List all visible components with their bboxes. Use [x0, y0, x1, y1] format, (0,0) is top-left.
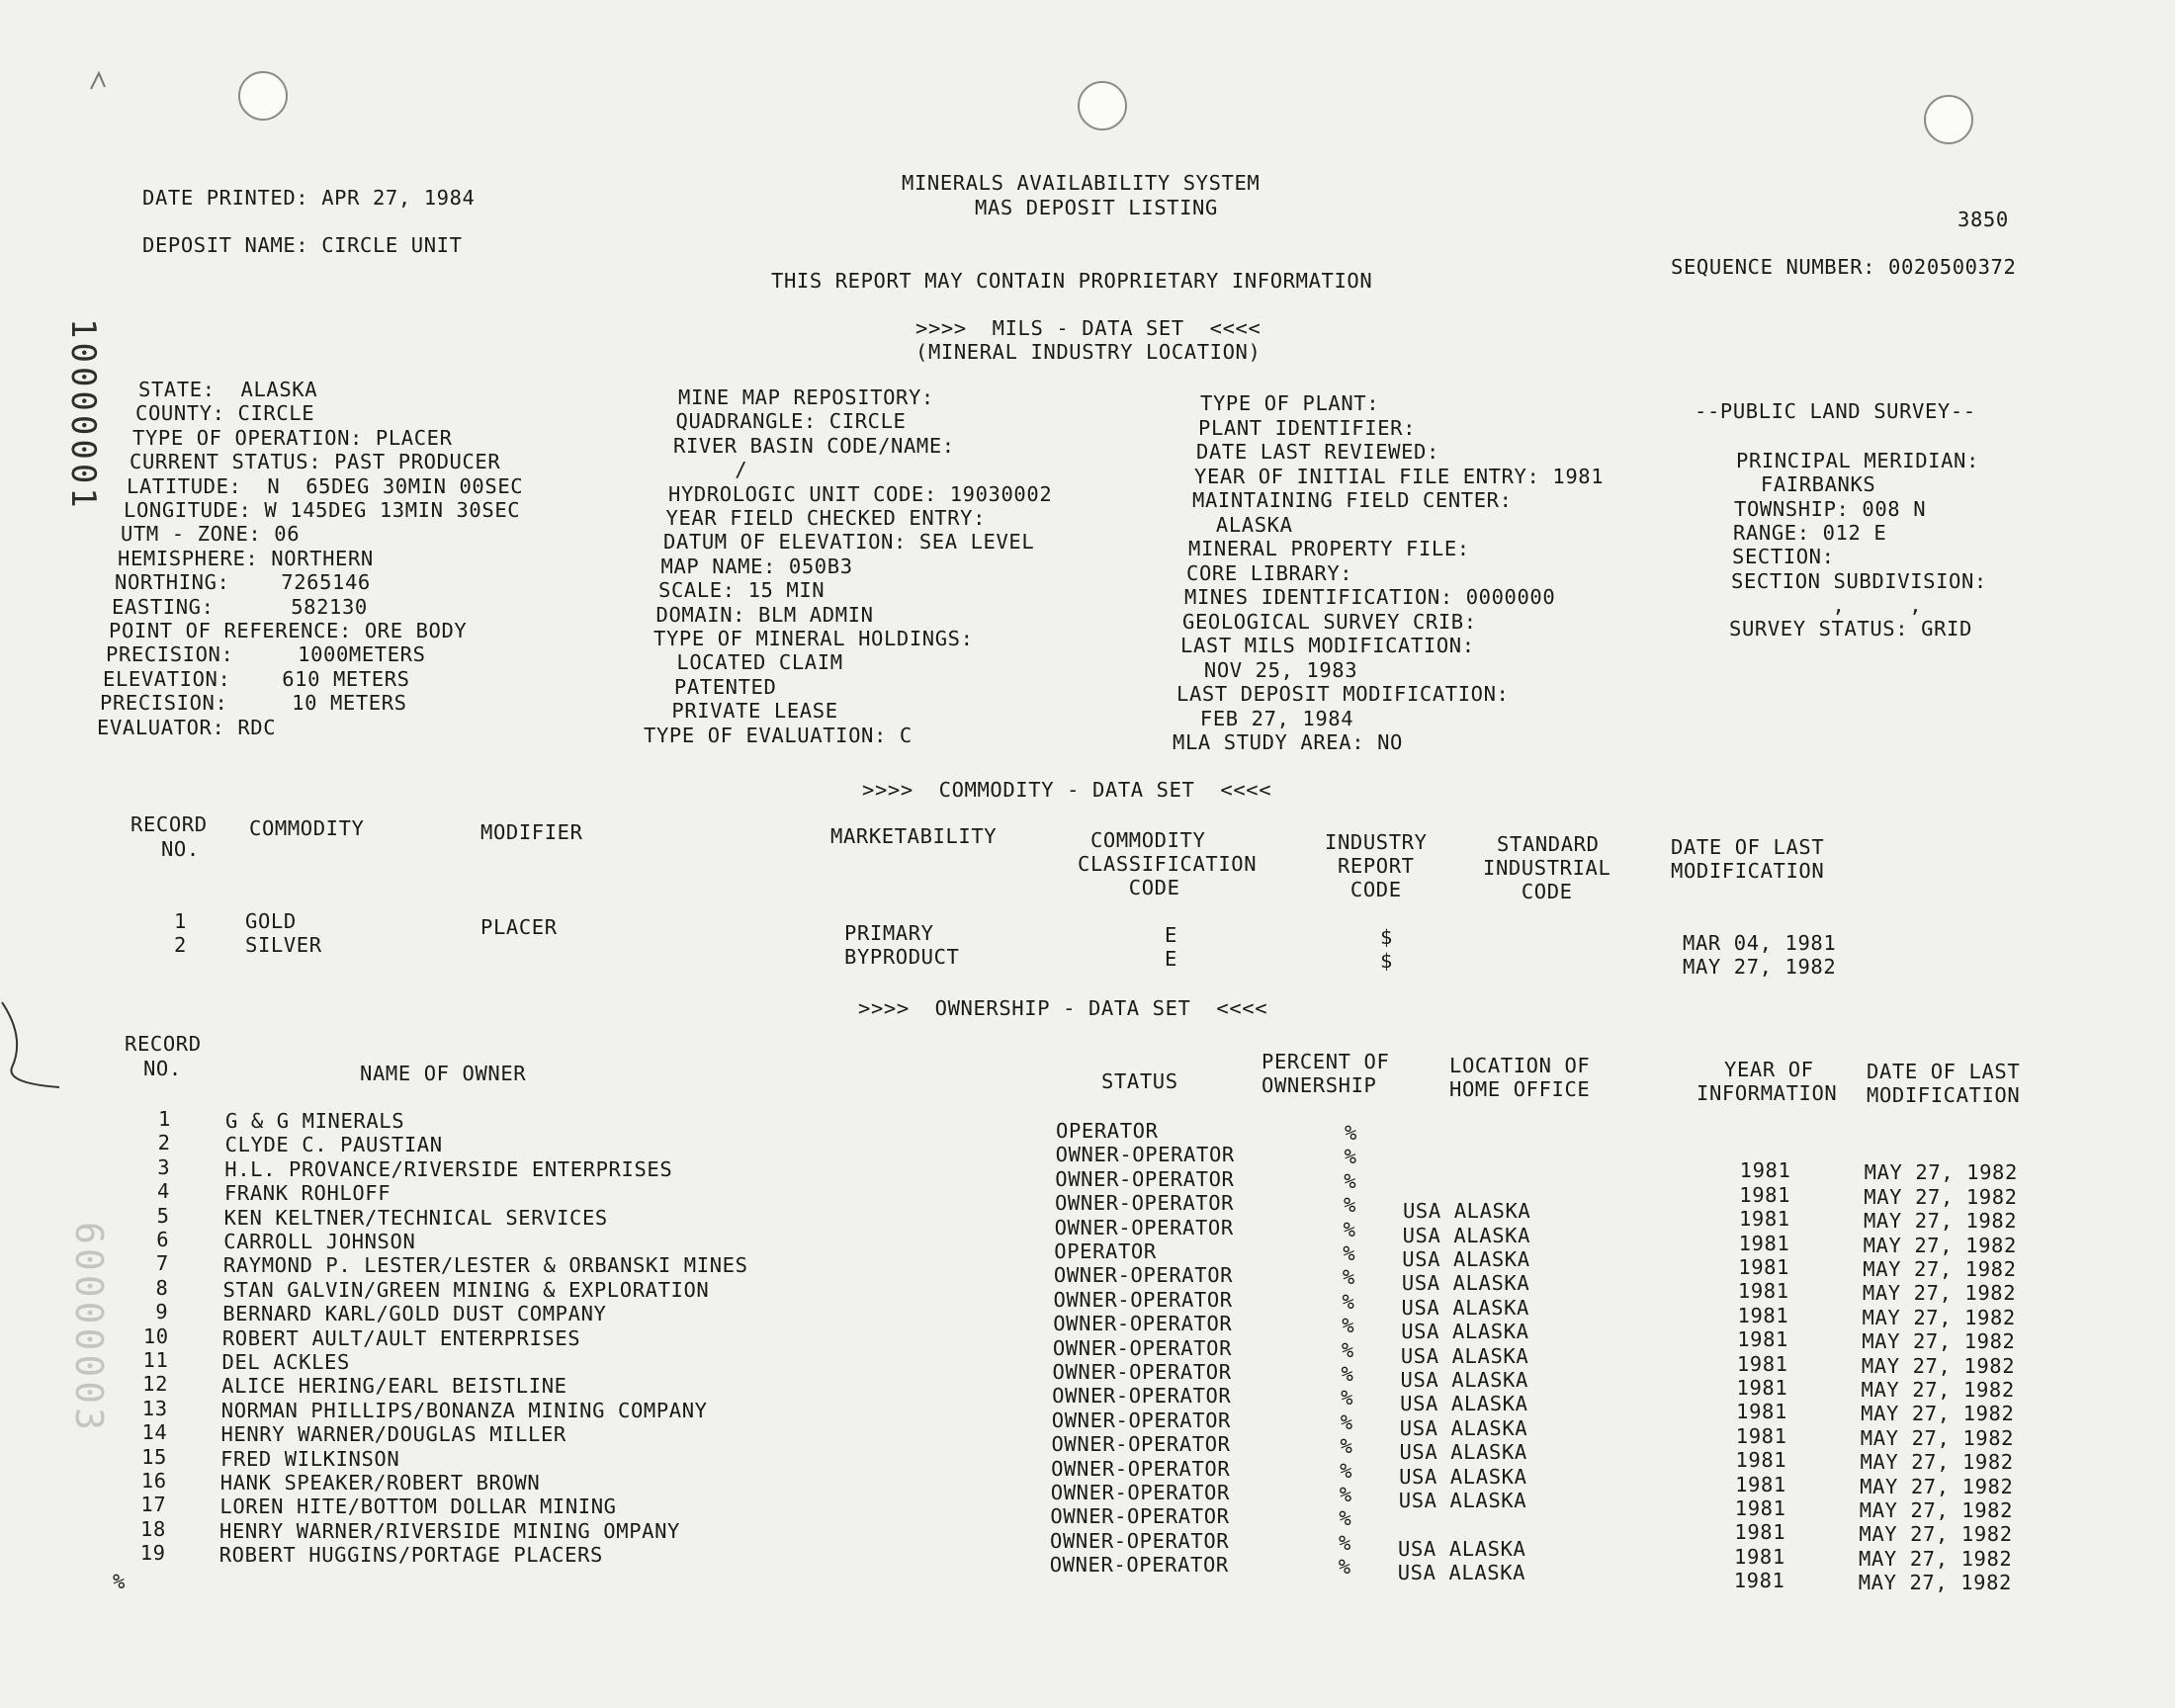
- footer-percent-mark: %: [113, 1570, 126, 1593]
- mils-field-line: YEAR OF INITIAL FILE ENTRY: 1981: [1194, 464, 1605, 488]
- owner-record-no: 3: [157, 1154, 171, 1179]
- owner-status: OWNER-OPERATOR: [1050, 1528, 1230, 1553]
- owner-last-modified: MAY 27, 1982: [1860, 1425, 2015, 1450]
- owner-home-office: USA ALASKA: [1402, 1223, 1531, 1247]
- mils-field-line: HYDROLOGIC UNIT CODE: 19030002: [668, 481, 1053, 506]
- mils-field-line: PATENTED: [649, 674, 777, 699]
- owner-percent: %: [1339, 1506, 1352, 1531]
- owner-home-office: USA ALASKA: [1400, 1343, 1529, 1368]
- owner-year: 1981: [1736, 1351, 1788, 1376]
- owner-status: OWNER-OPERATOR: [1051, 1456, 1231, 1481]
- ownership-header-pct-1: PERCENT OF: [1262, 1050, 1390, 1073]
- owner-name: HENRY WARNER/RIVERSIDE MINING OMPANY: [219, 1518, 680, 1543]
- owner-status: OWNER-OPERATOR: [1050, 1504, 1230, 1529]
- owner-year: 1981: [1735, 1448, 1787, 1473]
- owner-year: 1981: [1738, 1207, 1790, 1232]
- commodity-record-no: 1: [174, 909, 187, 933]
- commodity-header-record: RECORD: [130, 812, 208, 836]
- commodity-header-sic-3: CODE: [1483, 880, 1573, 903]
- owner-percent: %: [1341, 1386, 1354, 1410]
- commodity-modifier: PLACER: [480, 915, 558, 939]
- commodity-report-code: $: [1380, 925, 1393, 949]
- owner-year: 1981: [1738, 1255, 1790, 1279]
- mils-field-line: UTM - ZONE: 06: [121, 522, 301, 547]
- mils-subtitle: (MINERAL INDUSTRY LOCATION): [915, 340, 1262, 364]
- owner-last-modified: MAY 27, 1982: [1860, 1474, 2014, 1498]
- commodity-header-irc-1: INDUSTRY: [1325, 830, 1428, 854]
- mils-field-line: YEAR FIELD CHECKED ENTRY:: [665, 506, 987, 530]
- owner-record-no: 11: [142, 1348, 169, 1372]
- mils-field-line: PRINCIPAL MERIDIAN:: [1736, 449, 1979, 472]
- owner-year: 1981: [1738, 1231, 1790, 1255]
- owner-record-no: 14: [141, 1420, 168, 1445]
- mils-field-line: SCALE: 15 MIN: [658, 578, 826, 603]
- owner-status: OWNER-OPERATOR: [1054, 1215, 1234, 1239]
- owner-status: OWNER-OPERATOR: [1055, 1143, 1235, 1167]
- commodity-header-irc-3: CODE: [1325, 878, 1402, 901]
- owner-name: CARROLL JOHNSON: [223, 1230, 416, 1253]
- owner-name: STAN GALVIN/GREEN MINING & EXPLORATION: [222, 1277, 710, 1302]
- mils-field-line: TYPE OF MINERAL HOLDINGS:: [653, 627, 974, 650]
- mils-field-line: RIVER BASIN CODE/NAME:: [673, 433, 955, 458]
- owner-name: H.L. PROVANCE/RIVERSIDE ENTERPRISES: [224, 1156, 673, 1181]
- ownership-header-status: STATUS: [1101, 1069, 1178, 1093]
- owner-home-office: USA ALASKA: [1401, 1320, 1529, 1344]
- owner-home-office: USA ALASKA: [1402, 1247, 1530, 1271]
- owner-last-modified: MAY 27, 1982: [1858, 1571, 2012, 1595]
- owner-year: 1981: [1737, 1303, 1789, 1327]
- owner-percent: %: [1345, 1121, 1357, 1145]
- ownership-header-loc-2: HOME OFFICE: [1449, 1077, 1591, 1101]
- commodity-name: GOLD: [245, 909, 297, 933]
- owner-year: 1981: [1735, 1472, 1786, 1496]
- owner-last-modified: MAY 27, 1982: [1862, 1305, 2016, 1329]
- owner-percent: %: [1342, 1289, 1355, 1314]
- mils-field-line: EASTING: 582130: [112, 594, 368, 619]
- owner-record-no: 12: [142, 1372, 169, 1397]
- owner-percent: %: [1339, 1530, 1351, 1555]
- commodity-report-code: $: [1380, 949, 1393, 973]
- owner-home-office: USA ALASKA: [1400, 1368, 1528, 1392]
- mils-field-line: MLA STUDY AREA: NO: [1173, 730, 1403, 754]
- mils-field-line: MINE MAP REPOSITORY:: [678, 385, 934, 409]
- owner-year: 1981: [1734, 1544, 1785, 1569]
- owner-home-office: USA ALASKA: [1397, 1561, 1526, 1585]
- commodity-last-modified: MAR 04, 1981: [1683, 931, 1837, 955]
- mils-field-line: TOWNSHIP: 008 N: [1734, 496, 1927, 521]
- owner-last-modified: MAY 27, 1982: [1860, 1450, 2014, 1475]
- mils-field-line: MINES IDENTIFICATION: 0000000: [1184, 585, 1556, 609]
- ownership-header-record-no: NO.: [130, 1057, 182, 1080]
- commodity-header-date-1: DATE OF LAST: [1671, 835, 1825, 859]
- mils-field-line: SECTION:: [1732, 545, 1835, 569]
- owner-name: NORMAN PHILLIPS/BONANZA MINING COMPANY: [220, 1398, 708, 1422]
- owner-last-modified: MAY 27, 1982: [1862, 1281, 2017, 1306]
- owner-name: HENRY WARNER/DOUGLAS MILLER: [220, 1422, 566, 1447]
- owner-year: 1981: [1735, 1423, 1787, 1448]
- owner-name: DEL ACKLES: [221, 1350, 350, 1374]
- owner-home-office: USA ALASKA: [1399, 1464, 1527, 1489]
- commodity-header-sic-1: STANDARD: [1497, 832, 1600, 856]
- commodity-marketability: PRIMARY: [844, 921, 934, 945]
- owner-record-no: 10: [142, 1324, 169, 1348]
- ownership-header-date-1: DATE OF LAST: [1867, 1060, 2021, 1083]
- mils-field-line: EVALUATOR: RDC: [97, 715, 277, 739]
- owner-name: FRANK ROHLOFF: [223, 1181, 392, 1206]
- mils-field-line: POINT OF REFERENCE: ORE BODY: [109, 619, 468, 642]
- sequence-number: SEQUENCE NUMBER: 0020500372: [1671, 255, 2017, 279]
- owner-percent: %: [1342, 1265, 1355, 1290]
- owner-percent: %: [1343, 1193, 1356, 1218]
- owner-record-no: 4: [156, 1179, 170, 1204]
- ownership-header-pct-2: OWNERSHIP: [1262, 1073, 1377, 1097]
- mils-field-line: /: [670, 458, 748, 482]
- commodity-header-date-2: MODIFICATION: [1671, 859, 1825, 883]
- owner-status: OWNER-OPERATOR: [1053, 1263, 1234, 1288]
- commodity-header-ccc-3: CODE: [1078, 876, 1180, 899]
- mils-field-line: CURRENT STATUS: PAST PRODUCER: [130, 450, 501, 474]
- commodity-header-ccc-2: CLASSIFICATION: [1078, 852, 1258, 876]
- owner-name: FRED WILKINSON: [220, 1446, 400, 1471]
- punch-hole-center: [1078, 81, 1127, 130]
- mils-field-line: LOCATED CLAIM: [651, 650, 843, 675]
- owner-name: ALICE HERING/EARL BEISTLINE: [221, 1374, 567, 1399]
- owner-percent: %: [1339, 1483, 1352, 1506]
- commodity-name: SILVER: [245, 933, 322, 957]
- ownership-header-loc-1: LOCATION OF: [1449, 1054, 1591, 1077]
- mils-field-line: , ,: [1730, 592, 1923, 617]
- punch-hole-right: [1924, 95, 1973, 144]
- mils-field-line: FEB 27, 1984: [1174, 706, 1354, 730]
- owner-home-office: USA ALASKA: [1400, 1392, 1528, 1416]
- commodity-header-marketability: MARKETABILITY: [830, 824, 998, 848]
- owner-percent: %: [1340, 1409, 1353, 1434]
- owner-percent: %: [1340, 1458, 1353, 1483]
- mils-field-line: LAST DEPOSIT MODIFICATION:: [1176, 682, 1510, 706]
- owner-percent: %: [1341, 1337, 1354, 1362]
- mils-field-line: SURVEY STATUS: GRID: [1729, 617, 1972, 641]
- mils-field-line: LATITUDE: N 65DEG 30MIN 00SEC: [127, 473, 524, 498]
- owner-home-office: USA ALASKA: [1399, 1440, 1527, 1465]
- mils-field-line: DATE LAST REVIEWED:: [1196, 440, 1439, 464]
- owner-record-no: 7: [155, 1251, 169, 1276]
- owner-year: 1981: [1736, 1400, 1787, 1424]
- owner-status: OWNER-OPERATOR: [1049, 1553, 1229, 1578]
- owner-percent: %: [1342, 1314, 1355, 1338]
- mils-field-line: CORE LIBRARY:: [1186, 560, 1353, 585]
- commodity-class-code: E: [1165, 947, 1177, 971]
- commodity-header-record-no: NO.: [148, 837, 200, 861]
- mils-field-line: TYPE OF PLANT:: [1200, 391, 1380, 415]
- ownership-header-name: NAME OF OWNER: [360, 1062, 527, 1085]
- mils-field-line: HEMISPHERE: NORTHERN: [118, 546, 374, 570]
- mils-title: >>>> MILS - DATA SET <<<<: [915, 316, 1262, 340]
- owner-record-no: 5: [156, 1203, 170, 1228]
- owner-status: OPERATOR: [1054, 1239, 1157, 1263]
- owner-record-no: 15: [141, 1444, 167, 1469]
- owner-name: ROBERT AULT/AULT ENTERPRISES: [221, 1325, 581, 1350]
- owner-year: 1981: [1734, 1520, 1786, 1545]
- ownership-header-year-1: YEAR OF: [1724, 1058, 1814, 1081]
- owner-status: OWNER-OPERATOR: [1052, 1360, 1232, 1384]
- owner-record-no: 17: [140, 1493, 167, 1517]
- mils-field-line: LAST MILS MODIFICATION:: [1180, 634, 1475, 657]
- owner-home-office: USA ALASKA: [1402, 1199, 1531, 1224]
- owner-percent: %: [1343, 1241, 1356, 1265]
- owner-year: 1981: [1739, 1182, 1791, 1207]
- commodity-marketability: BYPRODUCT: [844, 945, 960, 969]
- owner-last-modified: MAY 27, 1982: [1859, 1522, 2013, 1547]
- owner-percent: %: [1344, 1145, 1357, 1169]
- owner-home-office: USA ALASKA: [1398, 1489, 1527, 1512]
- mils-field-line: NOV 25, 1983: [1178, 657, 1358, 682]
- mils-field-line: RANGE: 012 E: [1733, 520, 1887, 545]
- commodity-last-modified: MAY 27, 1982: [1683, 955, 1837, 979]
- deposit-name: DEPOSIT NAME: CIRCLE UNIT: [142, 233, 463, 257]
- owner-last-modified: MAY 27, 1982: [1859, 1498, 2014, 1522]
- owner-record-no: 8: [155, 1275, 169, 1300]
- owner-record-no: 19: [139, 1541, 166, 1566]
- owner-percent: %: [1338, 1555, 1351, 1580]
- owner-status: OWNER-OPERATOR: [1051, 1408, 1231, 1432]
- owner-record-no: 1: [158, 1107, 171, 1131]
- owner-record-no: 9: [155, 1300, 169, 1324]
- owner-last-modified: MAY 27, 1982: [1863, 1233, 2017, 1257]
- mils-field-line: TYPE OF EVALUATION: C: [644, 723, 913, 747]
- owner-percent: %: [1344, 1168, 1357, 1193]
- commodity-record-no: 2: [174, 933, 187, 957]
- owner-record-no: 18: [140, 1516, 166, 1541]
- owner-name: KEN KELTNER/TECHNICAL SERVICES: [223, 1205, 608, 1230]
- owner-status: OWNER-OPERATOR: [1051, 1432, 1231, 1457]
- mils-field-line: PRECISION: 1000METERS: [106, 642, 426, 667]
- commodity-header-irc-2: REPORT: [1325, 854, 1415, 878]
- mils-field-line: DOMAIN: BLM ADMIN: [655, 602, 874, 627]
- owner-record-no: 6: [156, 1228, 170, 1251]
- mils-field-line: PRECISION: 10 METERS: [100, 691, 407, 716]
- owner-last-modified: MAY 27, 1982: [1862, 1329, 2016, 1354]
- proprietary-notice: THIS REPORT MAY CONTAIN PROPRIETARY INFORMATION: [771, 269, 1373, 293]
- mils-field-line: MINERAL PROPERTY FILE:: [1188, 537, 1470, 560]
- commodity-class-code: E: [1165, 923, 1177, 947]
- commodity-title: >>>> COMMODITY - DATA SET <<<<: [862, 778, 1272, 802]
- listing-title: MAS DEPOSIT LISTING: [975, 196, 1218, 219]
- mils-field-line: QUADRANGLE: CIRCLE: [675, 409, 907, 434]
- owner-name: CLYDE C. PAUSTIAN: [224, 1133, 443, 1157]
- side-stamp: 10000001: [63, 318, 103, 512]
- owner-status: OWNER-OPERATOR: [1055, 1166, 1235, 1191]
- owner-last-modified: MAY 27, 1982: [1863, 1209, 2018, 1234]
- commodity-header-commodity: COMMODITY: [249, 816, 365, 840]
- owner-status: OWNER-OPERATOR: [1052, 1384, 1232, 1409]
- owner-record-no: 16: [140, 1469, 167, 1493]
- owner-percent: %: [1340, 1434, 1353, 1459]
- mils-field-line: STATE: ALASKA: [138, 378, 318, 401]
- mils-field-line: DATUM OF ELEVATION: SEA LEVEL: [663, 530, 1035, 555]
- mils-field-line: PRIVATE LEASE: [646, 699, 838, 724]
- owner-status: OPERATOR: [1056, 1119, 1159, 1143]
- side-stamp-faint: 60000003: [67, 1222, 111, 1435]
- ownership-header-year-2: INFORMATION: [1696, 1081, 1838, 1105]
- date-printed: DATE PRINTED: APR 27, 1984: [142, 186, 476, 210]
- punch-hole-left: [238, 71, 288, 121]
- owner-year: 1981: [1737, 1279, 1789, 1304]
- owner-last-modified: MAY 27, 1982: [1861, 1378, 2015, 1402]
- mils-field-line: FAIRBANKS: [1735, 472, 1876, 497]
- owner-year: 1981: [1733, 1569, 1785, 1593]
- pencil-mark: [0, 998, 79, 1117]
- mils-field-line: ELEVATION: 610 METERS: [103, 666, 410, 691]
- commodity-header-ccc-1: COMMODITY: [1078, 828, 1206, 852]
- owner-last-modified: MAY 27, 1982: [1864, 1184, 2018, 1209]
- ownership-header-date-2: MODIFICATION: [1867, 1083, 2021, 1107]
- owner-year: 1981: [1737, 1327, 1788, 1352]
- mils-field-line: ALASKA: [1190, 512, 1293, 537]
- mils-field-line: NORTHING: 7265146: [115, 570, 371, 595]
- owner-record-no: 2: [157, 1131, 171, 1155]
- owner-year: 1981: [1739, 1158, 1791, 1183]
- owner-name: LOREN HITE/BOTTOM DOLLAR MINING: [219, 1494, 617, 1519]
- owner-status: OWNER-OPERATOR: [1053, 1312, 1233, 1336]
- owner-name: RAYMOND P. LESTER/LESTER & ORBANSKI MINES: [222, 1253, 748, 1278]
- mils-field-line: LONGITUDE: W 145DEG 13MIN 30SEC: [124, 498, 521, 522]
- system-title: MINERALS AVAILABILITY SYSTEM: [902, 171, 1261, 195]
- owner-name: ROBERT HUGGINS/PORTAGE PLACERS: [218, 1543, 603, 1568]
- mils-field-line: MAP NAME: 050B3: [660, 554, 853, 578]
- page-number: 3850: [1958, 208, 2009, 231]
- mils-field-line: TYPE OF OPERATION: PLACER: [132, 425, 453, 450]
- mils-field-line: MAINTAINING FIELD CENTER:: [1192, 488, 1513, 512]
- owner-name: BERNARD KARL/GOLD DUST COMPANY: [222, 1302, 607, 1326]
- owner-home-office: USA ALASKA: [1398, 1536, 1526, 1561]
- commodity-header-modifier: MODIFIER: [480, 820, 583, 844]
- owner-year: 1981: [1734, 1496, 1786, 1520]
- owner-home-office: USA ALASKA: [1399, 1415, 1528, 1440]
- ownership-title: >>>> OWNERSHIP - DATA SET <<<<: [858, 996, 1268, 1020]
- owner-home-office: USA ALASKA: [1401, 1271, 1530, 1296]
- mils-field-line: COUNTY: CIRCLE: [135, 401, 315, 426]
- owner-name: HANK SPEAKER/ROBERT BROWN: [219, 1471, 541, 1494]
- owner-year: 1981: [1736, 1376, 1788, 1400]
- owner-status: OWNER-OPERATOR: [1054, 1191, 1235, 1216]
- owner-last-modified: MAY 27, 1982: [1863, 1257, 2017, 1281]
- owner-last-modified: MAY 27, 1982: [1864, 1160, 2018, 1185]
- owner-last-modified: MAY 27, 1982: [1859, 1546, 2013, 1571]
- owner-record-no: 13: [141, 1396, 168, 1420]
- mils-field-line: GEOLOGICAL SURVEY CRIB:: [1182, 609, 1477, 634]
- ownership-header-record: RECORD: [125, 1032, 202, 1056]
- owner-percent: %: [1343, 1217, 1356, 1241]
- corner-smudge: [87, 69, 117, 99]
- owner-status: OWNER-OPERATOR: [1053, 1287, 1233, 1312]
- owner-status: OWNER-OPERATOR: [1050, 1481, 1230, 1504]
- mils-field-line: SECTION SUBDIVISION:: [1731, 568, 1987, 593]
- public-land-survey-title: --PUBLIC LAND SURVEY--: [1695, 399, 1976, 423]
- owner-last-modified: MAY 27, 1982: [1861, 1353, 2016, 1378]
- owner-last-modified: MAY 27, 1982: [1861, 1402, 2015, 1426]
- owner-status: OWNER-OPERATOR: [1052, 1335, 1233, 1360]
- mils-field-line: PLANT IDENTIFIER:: [1198, 415, 1417, 440]
- owner-percent: %: [1341, 1362, 1354, 1386]
- owner-name: G & G MINERALS: [225, 1109, 405, 1133]
- owner-home-office: USA ALASKA: [1401, 1295, 1529, 1320]
- commodity-header-sic-2: INDUSTRIAL: [1483, 856, 1611, 880]
